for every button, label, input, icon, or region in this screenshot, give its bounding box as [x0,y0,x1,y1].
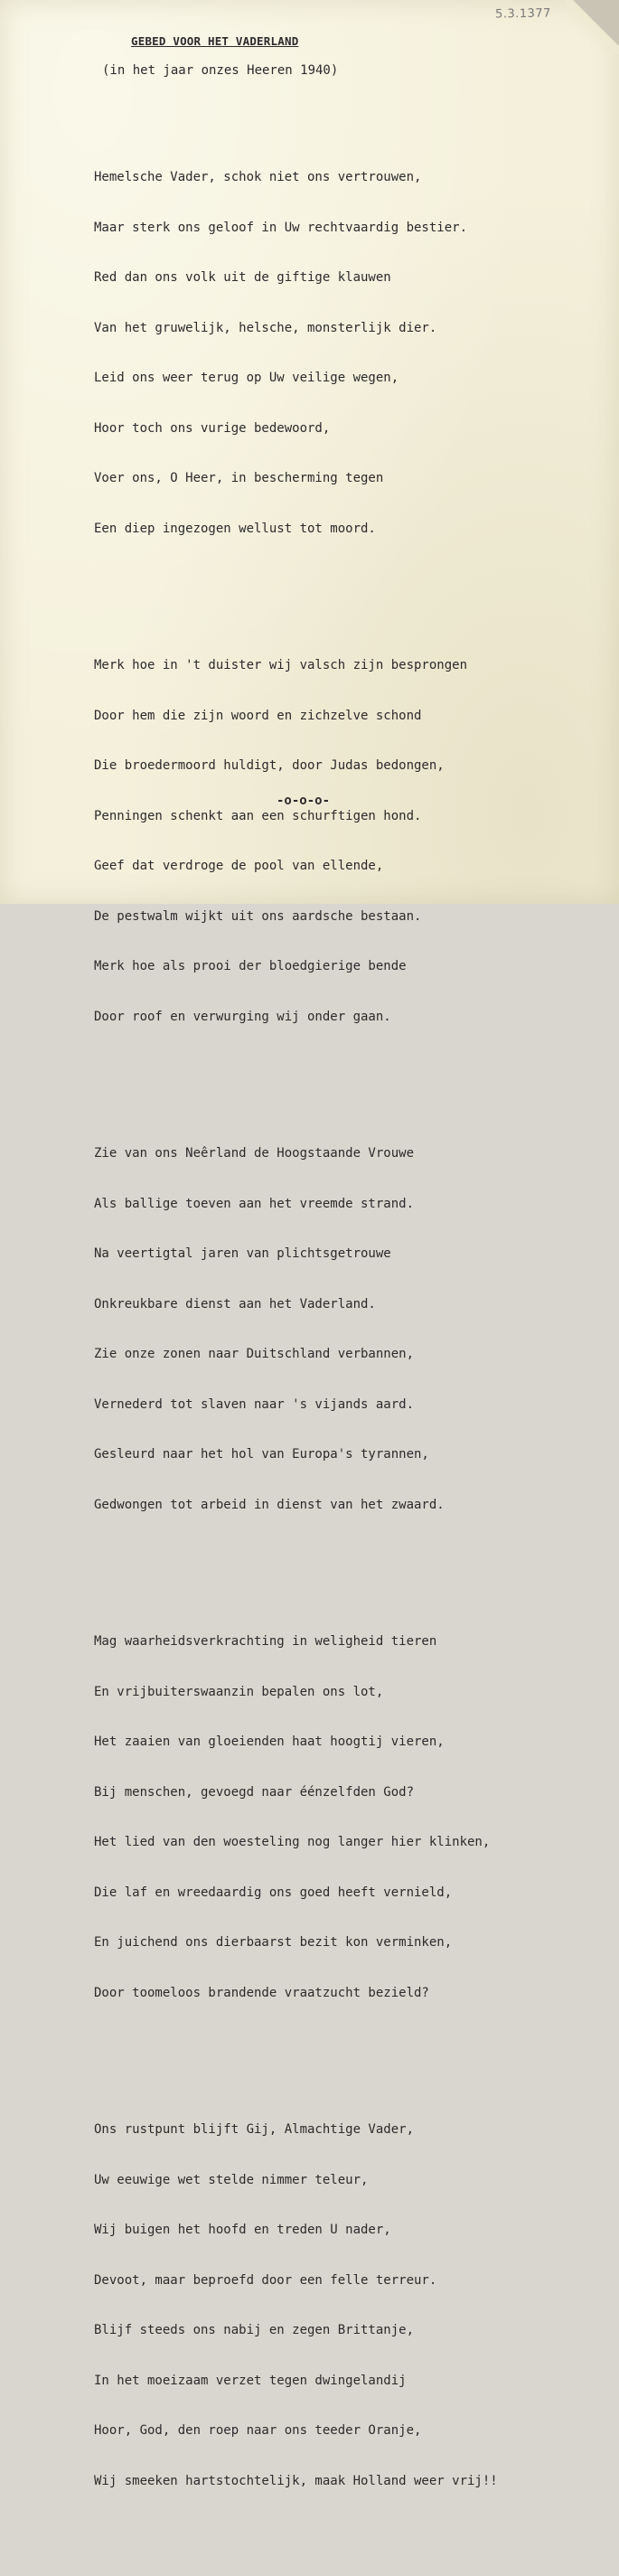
poem-line: De pestwalm wijkt uit ons aardsche bestaan. [94,908,422,924]
poem-line: Hemelsche Vader, schok niet ons vertrouwen, [94,170,422,184]
poem-line: Wij buigen het hoofd en treden U nader, [94,2223,391,2237]
poem-line: Leid ons weer terug op Uw veilige wegen, [94,371,399,385]
poem-line: Vernederd tot slaven naar 's vijands aard. [94,1396,415,1412]
poem-line: Zie onze zonen naar Duitschland verbannen, [94,1347,415,1361]
poem-line: Gedwongen tot arbeid in dienst van het zwaard. [94,1497,445,1512]
document-subtitle: (in het jaar onzes Heeren 1940) [102,63,339,78]
poem-line: Geef dat verdroge de pool van ellende, [94,859,384,873]
poem-line: Na veertigtal jaren van plichtsgetrouwe [94,1246,391,1261]
poem-line: In het moeizaam verzet tegen dwingelandij [94,2373,407,2388]
poem-line: Red dan ons volk uit de giftige klauwen [94,270,391,285]
poem-line: Maar sterk ons geloof in Uw rechtvaardig bestier. [94,220,468,235]
poem-line: Die laf en wreedaardig ons goed heeft vernield, [94,1885,453,1900]
poem-line: Penningen schenkt aan een schurftigen hond. [94,808,422,823]
poem-body [94,101,498,2576]
stanza-3 [94,1112,498,1547]
poem-line: Door roof en verwurging wij onder gaan. [94,1009,391,1024]
poem-line: Bij menschen, gevoegd naar éénzelfden God? [94,1784,415,1800]
poem-line: Zie van ons Neêrland de Hoogstaande Vrouwe [94,1146,415,1161]
poem-line: Door toomeloos brandende vraatzucht bezield? [94,1985,429,2000]
poem-line: En vrijbuiterswaanzin bepalen ons lot, [94,1684,384,1699]
poem-line: Mag waarheidsverkrachting in weligheid tieren [94,1634,437,1649]
poem-line: Ons rustpunt blijft Gij, Almachtige Vader, [94,2122,415,2137]
poem-line: Een diep ingezogen wellust tot moord. [94,521,376,536]
poem-line: Die broedermoord huldigt, door Judas bedongen, [94,758,445,773]
folded-corner [565,0,619,54]
stanza-1 [94,136,498,571]
poem-line: Van het gruwelijk, helsche, monsterlijk dier. [94,320,437,335]
archive-reference: 5.3.1377 [494,6,552,22]
stanza-4 [94,1600,498,2035]
poem-line: Merk hoe als prooi der bloedgierige bende [94,959,407,973]
stanza-5 [94,2088,498,2524]
poem-line: Gesleurd naar het hol van Europa's tyrannen, [94,1447,429,1462]
poem-line: Het zaaien van gloeienden haat hoogtij vieren, [94,1735,445,1749]
poem-line: Voer ons, O Heer, in bescherming tegen [94,471,384,485]
poem-line: Merk hoe in 't duister wij valsch zijn besprongen [94,658,468,672]
poem-line: Uw eeuwige wet stelde nimmer teleur, [94,2172,369,2187]
poem-line: Onkreukbare dienst aan het Vaderland. [94,1296,376,1312]
poem-line: Devoot, maar beproefd door een felle terreur. [94,2272,437,2288]
poem-line: Hoor, God, den roep naar ons teeder Oranje, [94,2423,422,2438]
poem-line: Als ballige toeven aan het vreemde strand. [94,1196,415,1211]
document-title: GEBED VOOR HET VADERLAND [131,34,299,48]
stanza-2 [94,624,498,1059]
end-mark: -o-o-o- [277,794,331,808]
poem-line: Het lied van den woesteling nog langer hier klinken, [94,1835,491,1849]
poem-line: Door hem die zijn woord en zichzelve schond [94,708,422,723]
poem-line: Blijf steeds ons nabij en zegen Brittanje, [94,2323,415,2337]
poem-line: Wij smeeken hartstochtelijk, maak Holland weer vrij!! [94,2473,498,2488]
poem-line: Hoor toch ons vurige bedewoord, [94,420,331,436]
poem-line: En juichend ons dierbaarst bezit kon verminken, [94,1935,453,1950]
